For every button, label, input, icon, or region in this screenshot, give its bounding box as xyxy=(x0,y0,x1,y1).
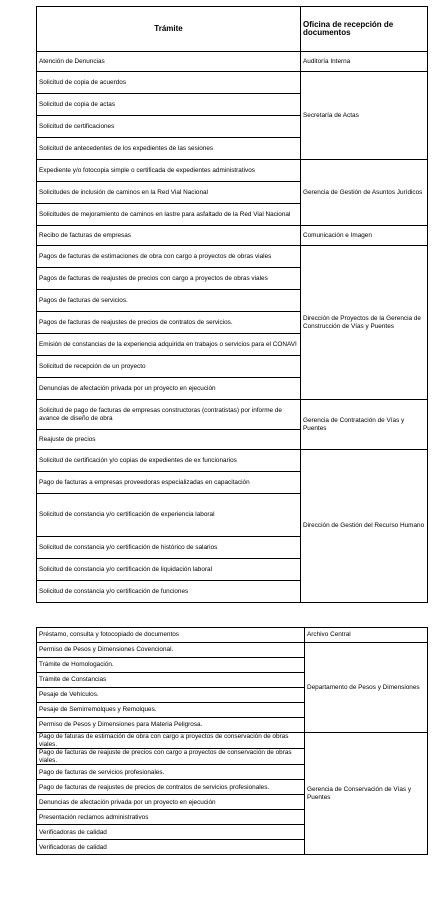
tramite-cell: Solicitud de constancia y/o certificación de histórico de salarios xyxy=(37,537,301,559)
oficina-cell: Gerencia de Conservación de Vías y Puentes xyxy=(305,733,428,855)
table-row xyxy=(37,450,428,472)
tramite-cell: Trámite de Homologación. xyxy=(37,658,305,673)
tramite-cell: Atención de Denuncias xyxy=(37,52,301,72)
tramite-cell: Solicitud de certificaciones xyxy=(37,116,301,138)
tramite-cell: Solicitud de constancia y/o certificación de funciones xyxy=(37,581,301,603)
tramite-cell: Solicitudes de inclusión de caminos en la Red Vial Nacional xyxy=(37,182,301,204)
tramite-cell: Solicitud de certificación y/o copias de expedientes de ex funcionarios xyxy=(37,450,301,472)
tramite-cell: Denuncias de afectación privada por un proyecto en ejecución xyxy=(37,795,305,810)
tramite-cell: Pago de facturas de reajustes de precios de contratos de servicios profesionales. xyxy=(37,780,305,795)
table-row xyxy=(37,160,428,182)
oficina-cell: Departamento de Pesos y Dimensiones xyxy=(305,643,428,733)
tramite-cell: Solicitud de recepción de un proyecto xyxy=(37,356,301,378)
tramite-cell: Trámite de Constancias xyxy=(37,673,305,688)
table-row xyxy=(37,733,428,749)
tramite-cell: Emisión de constancias de la experiencia adquirida en trabajos o servicios para el CONAVI xyxy=(37,334,301,356)
oficina-cell: Dirección de Gestión del Recurso Humano xyxy=(301,450,428,603)
oficina-cell: Archivo Central xyxy=(305,628,428,643)
tramite-cell: Pago de faturas de estimación de obra con cargo a proyectos de conservación de obras viales. xyxy=(37,733,305,749)
tramite-cell: Verificadoras de calidad xyxy=(37,840,305,855)
oficina-cell: Auditoría Interna xyxy=(301,52,428,72)
tramite-cell: Presentación reclamos administrativos xyxy=(37,810,305,825)
tramite-cell: Pagos de facturas de servicios. xyxy=(37,290,301,312)
tramite-cell: Pagos de facturas de estimaciones de obra con cargo a proyectos de obras viales xyxy=(37,246,301,268)
tramite-cell: Pesaje de Vehículos. xyxy=(37,688,305,703)
tramite-cell: Expediente y/o fotocopia simple o certificada de expedientes administrativos xyxy=(37,160,301,182)
table-row xyxy=(37,628,428,643)
tramite-cell: Permiso de Pesos y Dimensiones para Materia Peligrosa. xyxy=(37,718,305,733)
table-row xyxy=(37,246,428,268)
table-row xyxy=(37,226,428,246)
tramites-table-2 xyxy=(36,627,428,855)
oficina-cell: Gerencia de Gestión de Asuntos Jurídicos xyxy=(301,160,428,226)
tramite-cell: Pagos de facturas de reajustes de precios con cargo a proyectos de obras viales xyxy=(37,268,301,290)
tramite-cell: Pesaje de Semirremolques y Remolques. xyxy=(37,703,305,718)
oficina-cell: Secretaría de Actas xyxy=(301,72,428,160)
header-oficina: Oficina de recepción de documentos xyxy=(301,7,428,52)
header-tramite: Trámite xyxy=(37,7,301,52)
tramite-cell: Solicitud de pago de facturas de empresas constructoras (contratistas) por informe de avance de diseño de obra xyxy=(37,400,301,430)
tramite-cell: Reajuste de precios xyxy=(37,430,301,450)
oficina-cell: Comunicación e Imagen xyxy=(301,226,428,246)
tramite-cell: Préstamo, consulta y fotocopiado de documentos xyxy=(37,628,305,643)
table-row xyxy=(37,643,428,658)
tramite-cell: Solicitud de antecedentes de los expedientes de las sesiones xyxy=(37,138,301,160)
tramite-cell: Pago de facturas a empresas proveedoras especializadas en capacitación xyxy=(37,472,301,494)
oficina-cell: Gerencia de Contratación de Vías y Puentes xyxy=(301,400,428,450)
oficina-cell: Dirección de Proyectos de la Gerencia de Construcción de Vías y Puentes xyxy=(301,246,428,400)
tramite-cell: Denuncias de afectación privada por un proyecto en ejecución xyxy=(37,378,301,400)
table-row xyxy=(37,400,428,430)
tramite-cell: Pago de facturas de servicios profesionales. xyxy=(37,765,305,780)
tramite-cell: Solicitud de constancia y/o certificación de liquidación laboral xyxy=(37,559,301,581)
tramite-cell: Verificadoras de calidad xyxy=(37,825,305,840)
tramite-cell: Pago de facturas de reajuste de precios con cargo a proyectos de conservación de obras viales. xyxy=(37,749,305,765)
tramite-cell: Solicitudes de mejoramiento de caminos en lastre para asfaltado de la Red Vial Nacional xyxy=(37,204,301,226)
tramite-cell: Recibo de facturas de empresas xyxy=(37,226,301,246)
tramite-cell: Permiso de Pesos y Dimensiones Covencional. xyxy=(37,643,305,658)
table-row xyxy=(37,72,428,94)
tramite-cell: Pagos de facturas de reajustes de precios de contratos de servicios. xyxy=(37,312,301,334)
table-row xyxy=(37,52,428,72)
tramite-cell: Solicitud de copia de actas xyxy=(37,94,301,116)
tramites-table-1 xyxy=(36,6,428,603)
tramite-cell: Solicitud de copia de acuerdos xyxy=(37,72,301,94)
tramite-cell: Solicitud de constancia y/o certificación de experiencia laboral xyxy=(37,494,301,537)
